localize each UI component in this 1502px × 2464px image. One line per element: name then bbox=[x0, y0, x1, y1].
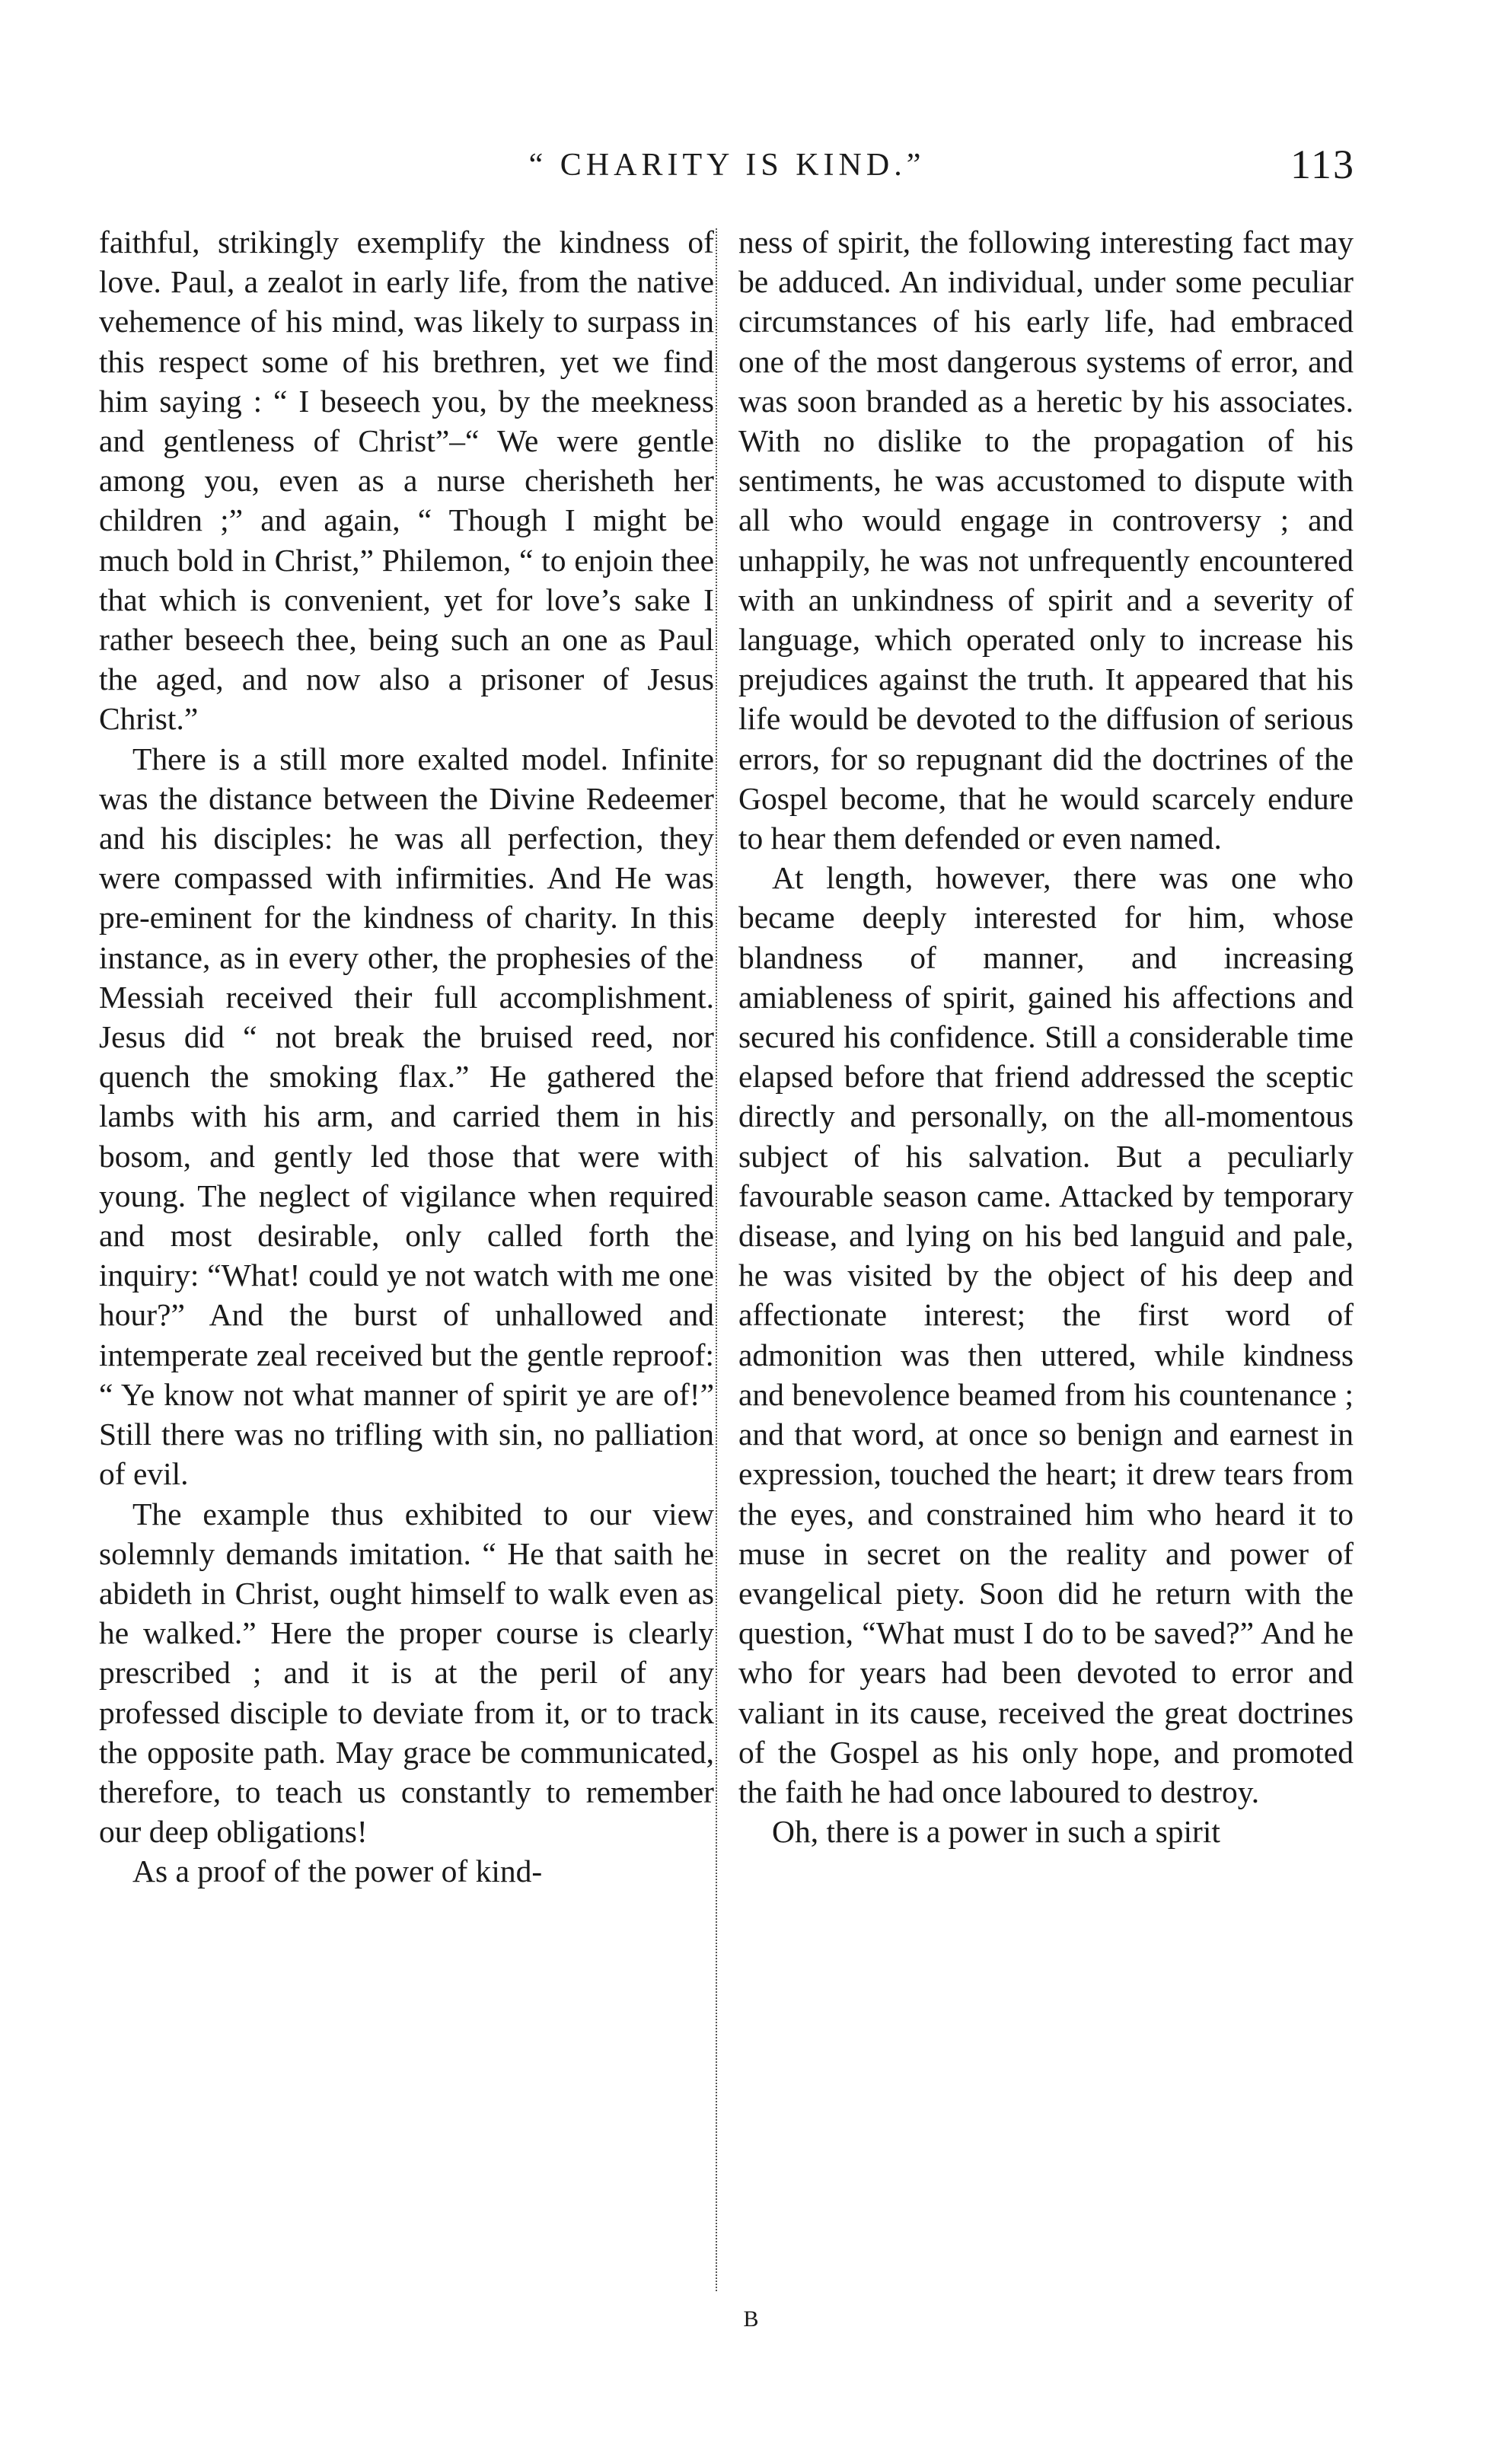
paragraph: faithful, strikingly exemplify the kindness of love. Paul, a zealot in early life, from the native vehemence of his mind, was likely to surpass in this respect some of his brethren, yet we find him saying : “ I beseech you, by the meekness and gentleness of Christ”–“ We were gentle among you, even as a nurse cherisheth her children ;” and again, “ Though I might be much bold in Christ,” Philemon, “ to enjoin thee that which is convenient, yet for love’s sake I rather beseech thee, being such an one as Paul the aged, and now also a prisoner of Jesus Christ.” bbox=[99, 225, 714, 737]
paragraph: At length, however, there was one who became deeply interested for him, whose blandness of manner, and increasing amiableness of spirit, gained his affections and secured his confidence. Still a considerable time elapsed before that friend addressed the sceptic directly and personally, on the all-momentous subject of his salvation. But a peculiarly favourable season came. Attacked by temporary disease, and lying on his bed languid and pale, he was visited by the object of his deep and affectionate interest; the first word of admonition was then uttered, while kindness and benevolence beamed from his countenance ; and that word, at once so benign and earnest in expression, touched the heart; it drew tears from the eyes, and constrained him who heard it to muse in secret on the reality and power of evangelical piety. Soon did he return with the question, “What must I do to be saved?” And he who for years had been devoted to error and valiant in its cause, received the great doctrines of the Gospel as his only hope, and promoted the faith he had once laboured to destroy. bbox=[738, 860, 1354, 1809]
paragraph: ness of spirit, the following interesting fact may be adduced. An individual, under some peculiar circumstances of his early life, had embraced one of the most dangerous systems of error, and was soon branded as a heretic by his associates. With no dislike to the propagation of his sentiments, he was accustomed to dispute with all who would engage in controversy ; and unhappily, he was not unfrequently encountered with an unkindness of spirit and a severity of language, which operated only to increase his prejudices against the truth. It appeared that his life would be devoted to the diffusion of serious errors, for so repugnant did the doctrines of the Gospel become, that he would scarcely endure to hear them defended or even named. bbox=[738, 225, 1354, 856]
running-head bbox=[99, 141, 1355, 194]
running-title: “ CHARITY IS KIND.” bbox=[528, 148, 926, 183]
signature-mark: B bbox=[743, 2306, 759, 2332]
left-column bbox=[99, 222, 714, 2278]
column-divider bbox=[716, 228, 717, 2291]
page-number: 113 bbox=[1290, 142, 1355, 187]
paragraph: There is a still more exalted model. Infinite was the distance between the Divine Redeemer and his disciples: he was all perfection, they were compassed with infirmities. And He was pre-eminent for the kindness of charity. In this instance, as in every other, the prophesies of the Messiah received their full accomplishment. Jesus did “ not break the bruised reed, nor quench the smoking flax.” He gathered the lambs with his arm, and carried them in his bosom, and gently led those that were with young. The neglect of vigilance when required and most desirable, only called forth the inquiry: “What! could ye not watch with me one hour?” And the burst of unhallowed and intemperate zeal received but the gentle reproof: “ Ye know not what manner of spirit ye are of!” Still there was no trifling with sin, no palliation of evil. bbox=[99, 741, 714, 1492]
right-column bbox=[738, 222, 1354, 2278]
paragraph: Oh, there is a power in such a spirit bbox=[772, 1814, 1220, 1850]
paragraph: As a proof of the power of kind- bbox=[132, 1854, 543, 1889]
paragraph: The example thus exhibited to our view solemnly demands imitation. “ He that saith he abideth in Christ, ought himself to walk even as he walked.” Here the proper course is clearly prescribed ; and it is at the peril of any professed disciple to deviate from it, or to track the opposite path. May grace be communicated, therefore, to teach us constantly to remember our deep obligations! bbox=[99, 1496, 714, 1850]
